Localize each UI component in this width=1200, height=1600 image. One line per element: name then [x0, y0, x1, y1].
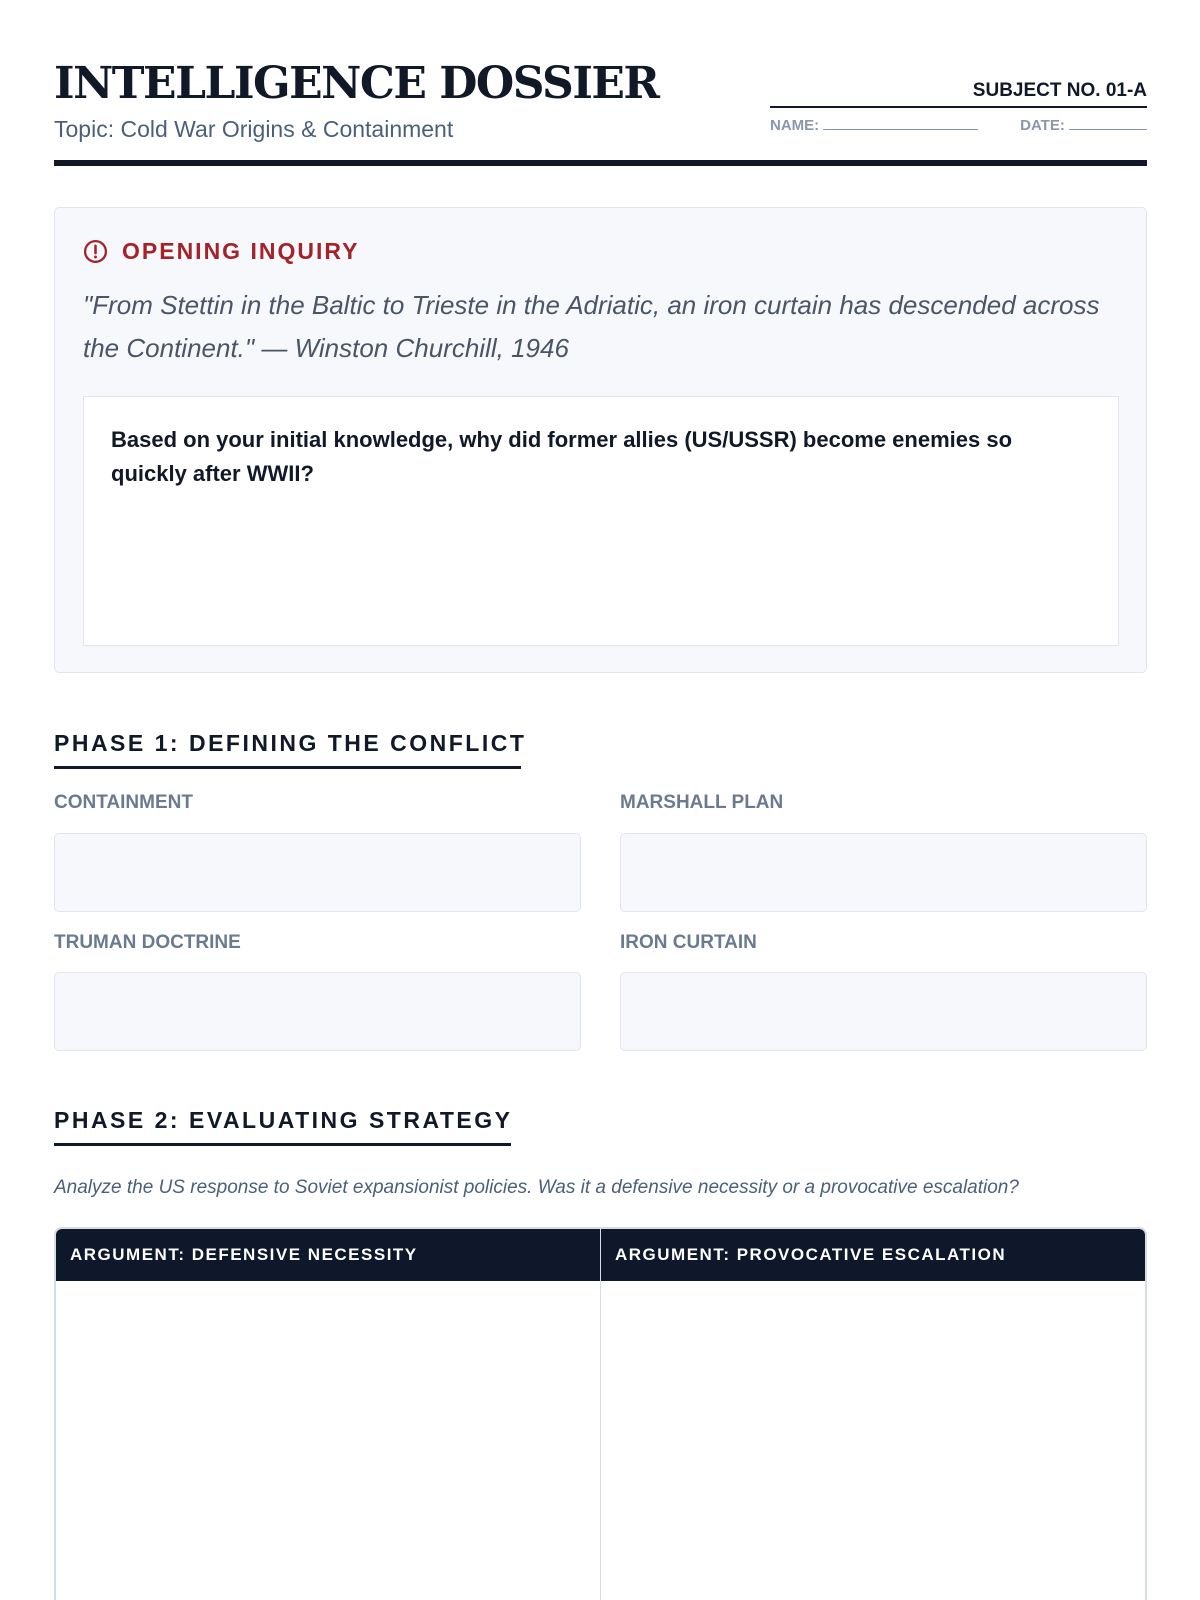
argument-answer-provocative[interactable]	[601, 1281, 1145, 1600]
subject-number: SUBJECT NO. 01-A	[770, 80, 1147, 108]
date-field[interactable]	[1020, 117, 1147, 134]
inquiry-answer-box[interactable]	[83, 396, 1119, 646]
inquiry-heading	[83, 238, 359, 265]
worksheet-page	[54, 0, 1147, 1264]
term-field-iron-curtain[interactable]	[620, 972, 1147, 1051]
term-field-containment[interactable]	[54, 833, 581, 912]
date-label: DATE:	[1020, 117, 1065, 134]
term-label-marshall-plan: MARSHALL PLAN	[620, 792, 784, 813]
header-divider	[54, 160, 1147, 166]
alert-circle-icon	[83, 239, 108, 264]
argument-header-defensive: ARGUMENT: DEFENSIVE NECESSITY	[56, 1229, 600, 1281]
meta-fields	[770, 117, 1147, 134]
phase-2-heading: PHASE 2: EVALUATING STRATEGY	[54, 1107, 511, 1146]
argument-table	[54, 1227, 1147, 1600]
name-line[interactable]	[823, 129, 978, 130]
term-field-marshall-plan[interactable]	[620, 833, 1147, 912]
argument-header-provocative: ARGUMENT: PROVOCATIVE ESCALATION	[601, 1229, 1145, 1281]
name-field[interactable]	[770, 117, 978, 134]
meta-box	[770, 80, 1147, 134]
name-label: NAME:	[770, 117, 820, 134]
argument-answer-defensive[interactable]	[56, 1281, 600, 1600]
document-title: INTELLIGENCE DOSSIER	[54, 58, 659, 109]
term-label-iron-curtain: IRON CURTAIN	[620, 932, 757, 953]
argument-column-defensive	[56, 1229, 600, 1600]
document-header	[54, 0, 1147, 168]
opening-inquiry-panel	[54, 207, 1147, 673]
document-topic: Topic: Cold War Origins & Containment	[54, 116, 454, 142]
phase-1-heading: PHASE 1: DEFINING THE CONFLICT	[54, 730, 521, 769]
term-label-truman-doctrine: TRUMAN DOCTRINE	[54, 932, 241, 953]
term-label-containment: CONTAINMENT	[54, 792, 193, 813]
date-line[interactable]	[1069, 129, 1147, 130]
phase-2-instructions: Analyze the US response to Soviet expansionist policies. Was it a defensive necessity or a provocative escalation?	[54, 1177, 1019, 1198]
churchill-quote: "From Stettin in the Baltic to Trieste in the Adriatic, an iron curtain has descended across the Continent." — Winston Churchill, 1946	[83, 290, 1100, 363]
inquiry-question: Based on your initial knowledge, why did former allies (US/USSR) become enemies so quickly after WWII?	[111, 427, 1013, 486]
term-field-truman-doctrine[interactable]	[54, 972, 581, 1051]
inquiry-label: OPENING INQUIRY	[122, 238, 360, 264]
argument-column-provocative	[600, 1229, 1145, 1600]
